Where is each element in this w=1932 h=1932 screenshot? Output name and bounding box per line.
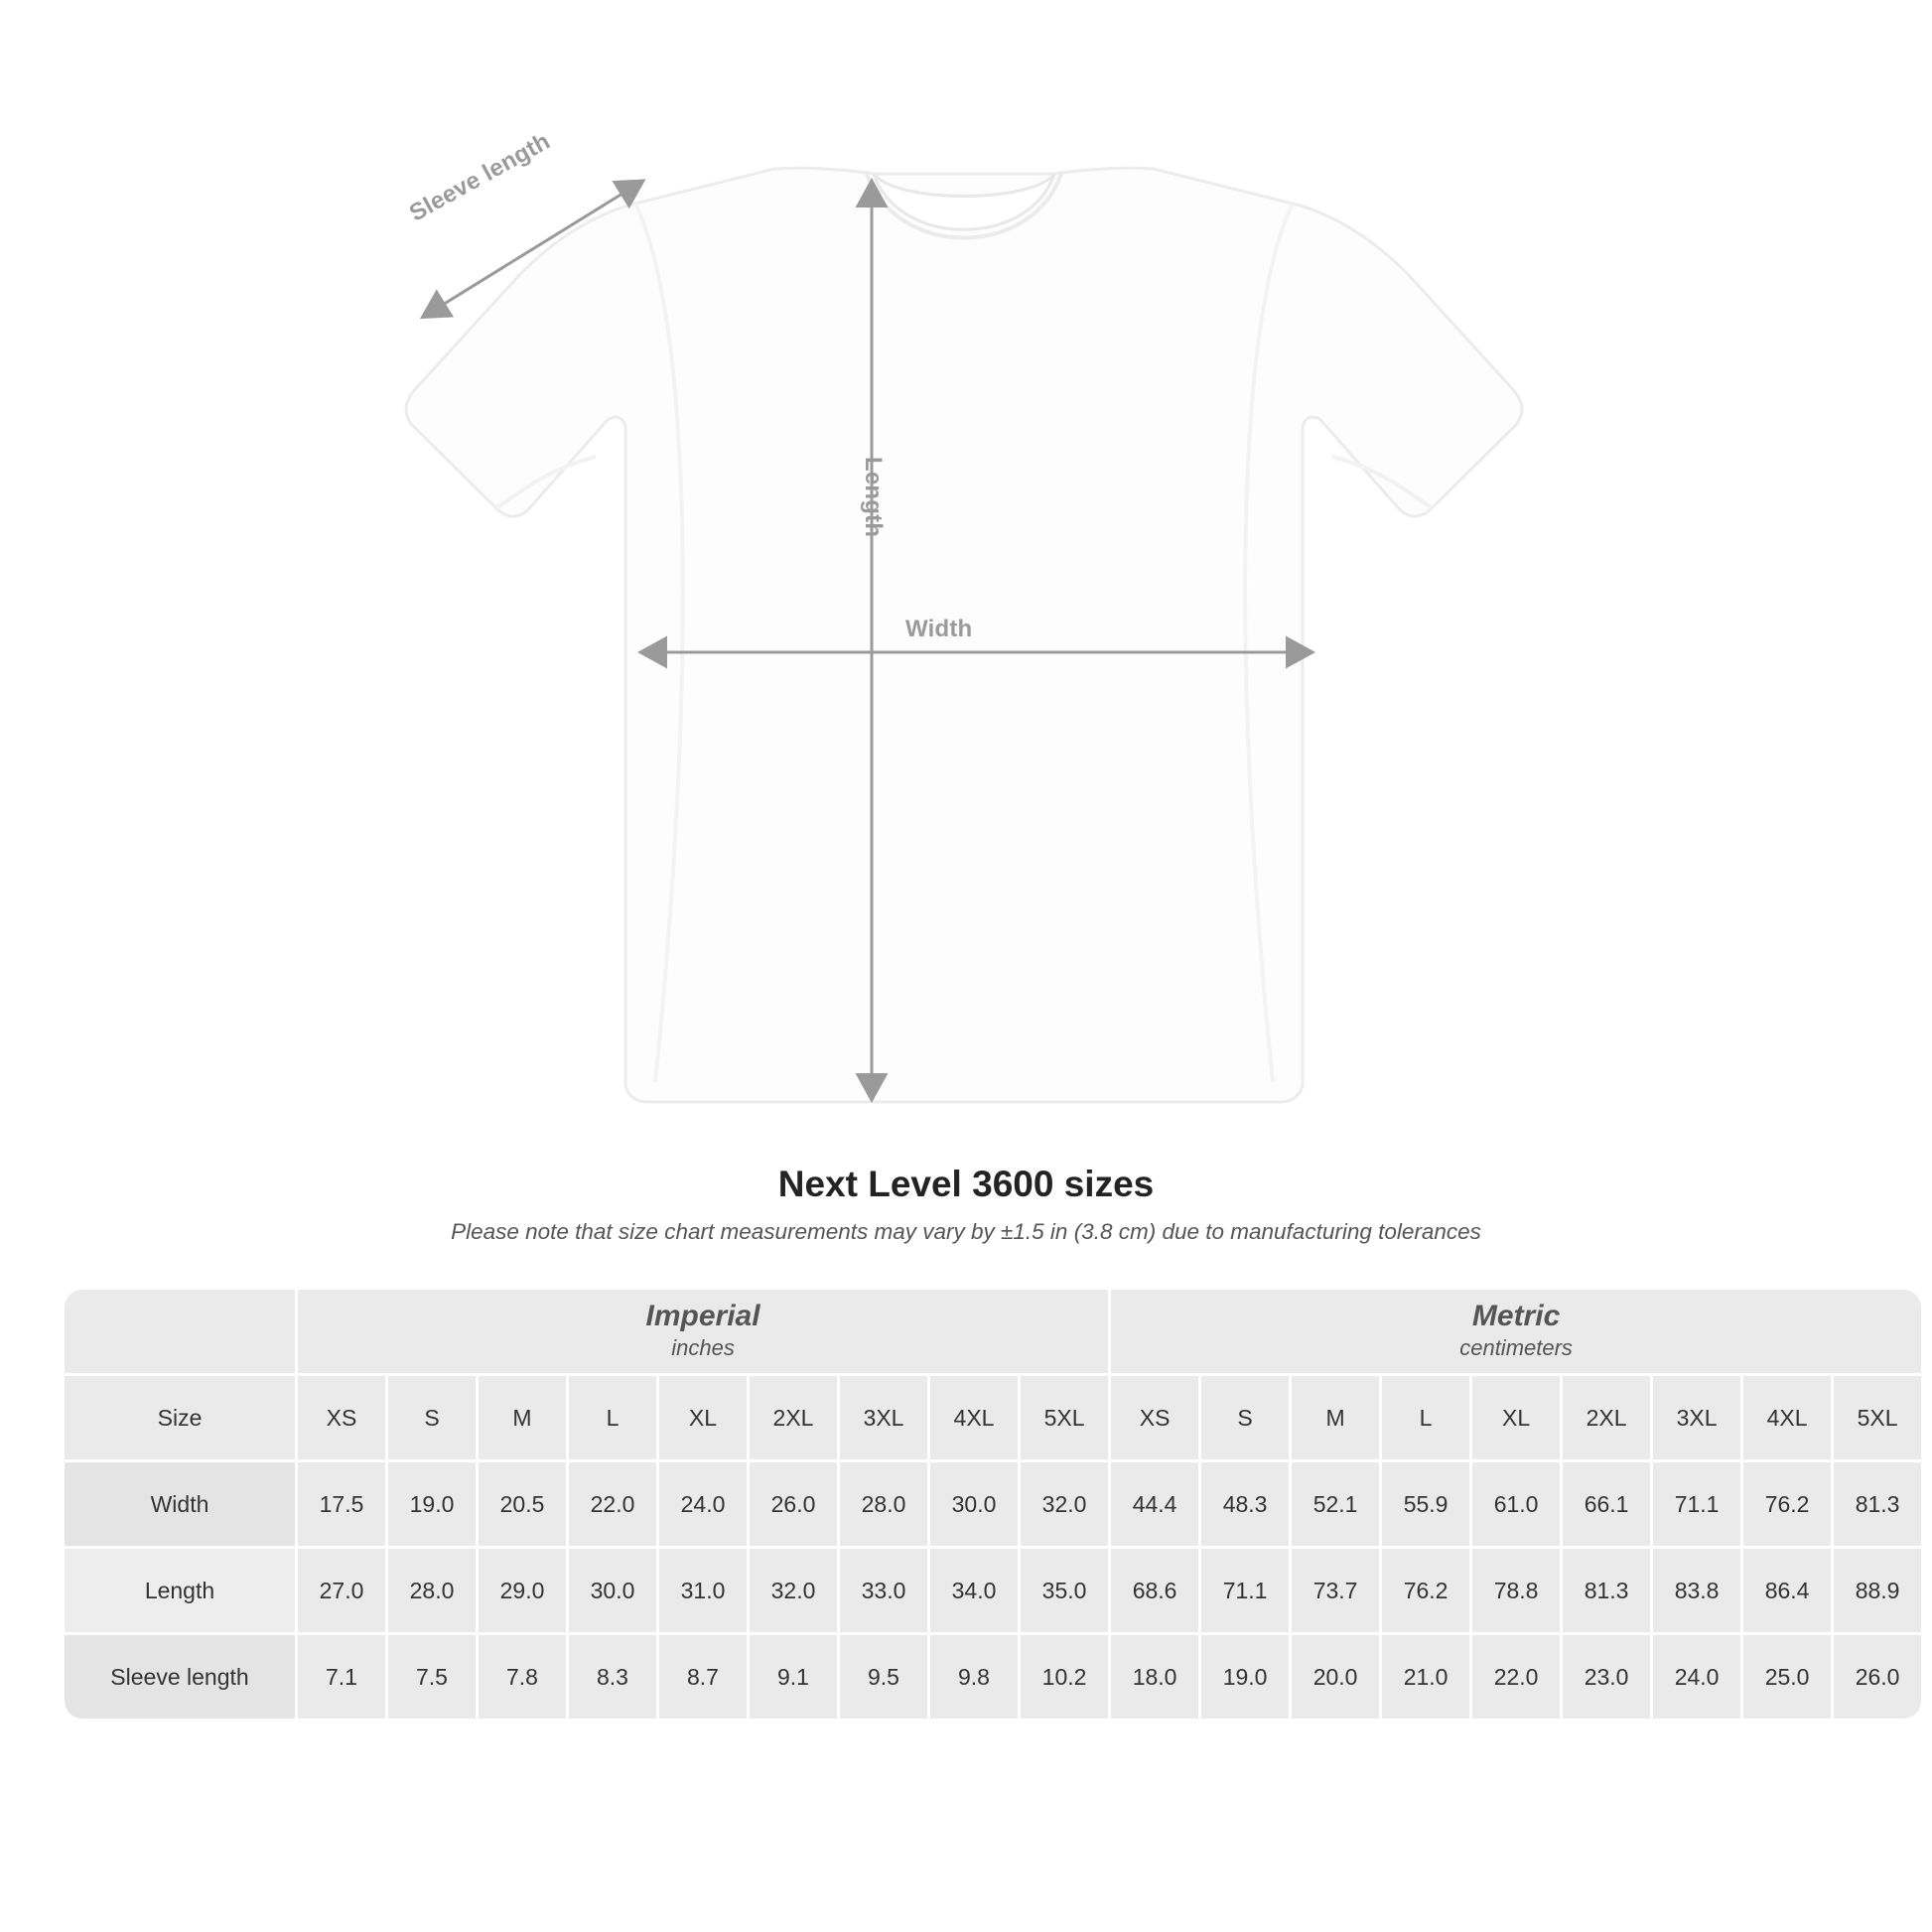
unit-header-row (65, 1290, 1921, 1373)
cell-length-4xl-in: 34.0 (930, 1549, 1018, 1632)
table-row (65, 1462, 1921, 1546)
cell-sleeve-3xl-in: 9.5 (840, 1635, 927, 1719)
imperial-unit: inches (671, 1334, 735, 1360)
cell-width-2xl-in: 26.0 (750, 1462, 837, 1546)
cell-length-3xl-in: 33.0 (840, 1549, 927, 1632)
size-header-m-imperial: M (479, 1376, 566, 1459)
size-header-2xl-imperial: 2XL (750, 1376, 837, 1459)
size-header-5xl-imperial: 5XL (1021, 1376, 1108, 1459)
cell-width-l-cm: 55.9 (1382, 1462, 1469, 1546)
imperial-group-header (298, 1290, 1108, 1373)
cell-width-5xl-in: 32.0 (1021, 1462, 1108, 1546)
metric-group-header (1111, 1290, 1921, 1373)
cell-sleeve-2xl-in: 9.1 (750, 1635, 837, 1719)
cell-width-s-cm: 48.3 (1201, 1462, 1289, 1546)
cell-length-2xl-in: 32.0 (750, 1549, 837, 1632)
cell-length-m-cm: 73.7 (1292, 1549, 1379, 1632)
cell-width-xl-cm: 61.0 (1472, 1462, 1560, 1546)
size-header-3xl-imperial: 3XL (840, 1376, 927, 1459)
size-header-l-imperial: L (569, 1376, 656, 1459)
cell-length-s-cm: 71.1 (1201, 1549, 1289, 1632)
cell-sleeve-s-cm: 19.0 (1201, 1635, 1289, 1719)
row-label-sleeve-length: Sleeve length (65, 1635, 295, 1719)
cell-length-4xl-cm: 86.4 (1743, 1549, 1831, 1632)
cell-sleeve-5xl-cm: 26.0 (1834, 1635, 1921, 1719)
tolerance-note: Please note that size chart measurements may vary by ±1.5 in (3.8 cm) due to manufacturing tolerances (451, 1219, 1481, 1244)
cell-width-3xl-in: 28.0 (840, 1462, 927, 1546)
cell-sleeve-2xl-cm: 23.0 (1563, 1635, 1650, 1719)
cell-width-m-in: 20.5 (479, 1462, 566, 1546)
size-header-xs-imperial: XS (298, 1376, 385, 1459)
cell-sleeve-l-cm: 21.0 (1382, 1635, 1469, 1719)
cell-sleeve-m-in: 7.8 (479, 1635, 566, 1719)
cell-width-xs-cm: 44.4 (1111, 1462, 1198, 1546)
cell-sleeve-xs-in: 7.1 (298, 1635, 385, 1719)
cell-sleeve-l-in: 8.3 (569, 1635, 656, 1719)
cell-width-5xl-cm: 81.3 (1834, 1462, 1921, 1546)
size-header-s-imperial: S (388, 1376, 476, 1459)
cell-sleeve-xs-cm: 18.0 (1111, 1635, 1198, 1719)
size-header-4xl-imperial: 4XL (930, 1376, 1018, 1459)
size-table (62, 1287, 1924, 1722)
size-header-row (65, 1376, 1921, 1459)
corner-cell (65, 1290, 295, 1373)
size-header-l-metric: L (1382, 1376, 1469, 1459)
size-header-xl-imperial: XL (659, 1376, 747, 1459)
cell-sleeve-3xl-cm: 24.0 (1653, 1635, 1740, 1719)
metric-label: Metric (1471, 1300, 1561, 1333)
size-label-cell: Size (65, 1376, 295, 1459)
cell-sleeve-m-cm: 20.0 (1292, 1635, 1379, 1719)
cell-length-xs-cm: 68.6 (1111, 1549, 1198, 1632)
size-header-xl-metric: XL (1472, 1376, 1560, 1459)
cell-width-xs-in: 17.5 (298, 1462, 385, 1546)
table-row (65, 1635, 1921, 1719)
cell-width-s-in: 19.0 (388, 1462, 476, 1546)
cell-length-m-in: 29.0 (479, 1549, 566, 1632)
cell-width-2xl-cm: 66.1 (1563, 1462, 1650, 1546)
cell-length-l-in: 30.0 (569, 1549, 656, 1632)
metric-unit: centimeters (1459, 1334, 1573, 1360)
size-header-5xl-metric: 5XL (1834, 1376, 1921, 1459)
width-label: Width (905, 616, 973, 642)
title-block (0, 1164, 1932, 1245)
cell-width-4xl-in: 30.0 (930, 1462, 1018, 1546)
cell-length-xl-in: 31.0 (659, 1549, 747, 1632)
cell-length-xl-cm: 78.8 (1472, 1549, 1560, 1632)
cell-length-5xl-in: 35.0 (1021, 1549, 1108, 1632)
size-header-2xl-metric: 2XL (1563, 1376, 1650, 1459)
cell-sleeve-xl-cm: 22.0 (1472, 1635, 1560, 1719)
cell-sleeve-xl-in: 8.7 (659, 1635, 747, 1719)
cell-sleeve-4xl-cm: 25.0 (1743, 1635, 1831, 1719)
cell-width-3xl-cm: 71.1 (1653, 1462, 1740, 1546)
cell-length-l-cm: 76.2 (1382, 1549, 1469, 1632)
cell-length-5xl-cm: 88.9 (1834, 1549, 1921, 1632)
row-label-width: Width (65, 1462, 295, 1546)
cell-sleeve-5xl-in: 10.2 (1021, 1635, 1108, 1719)
size-header-3xl-metric: 3XL (1653, 1376, 1740, 1459)
imperial-label: Imperial (645, 1300, 760, 1333)
table-row (65, 1549, 1921, 1632)
cell-width-m-cm: 52.1 (1292, 1462, 1379, 1546)
size-header-xs-metric: XS (1111, 1376, 1198, 1459)
cell-width-xl-in: 24.0 (659, 1462, 747, 1546)
cell-length-s-in: 28.0 (388, 1549, 476, 1632)
size-header-m-metric: M (1292, 1376, 1379, 1459)
size-table-wrapper (62, 1287, 1900, 1722)
cell-sleeve-s-in: 7.5 (388, 1635, 476, 1719)
size-header-4xl-metric: 4XL (1743, 1376, 1831, 1459)
cell-length-2xl-cm: 81.3 (1563, 1549, 1650, 1632)
length-label: Length (860, 457, 887, 538)
cell-width-4xl-cm: 76.2 (1743, 1462, 1831, 1546)
cell-sleeve-4xl-in: 9.8 (930, 1635, 1018, 1719)
page-title: Next Level 3600 sizes (777, 1164, 1155, 1204)
sleeve-length-label: Sleeve length (405, 127, 555, 227)
size-header-s-metric: S (1201, 1376, 1289, 1459)
cell-length-xs-in: 27.0 (298, 1549, 385, 1632)
cell-length-3xl-cm: 83.8 (1653, 1549, 1740, 1632)
cell-width-l-in: 22.0 (569, 1462, 656, 1546)
row-label-length: Length (65, 1549, 295, 1632)
